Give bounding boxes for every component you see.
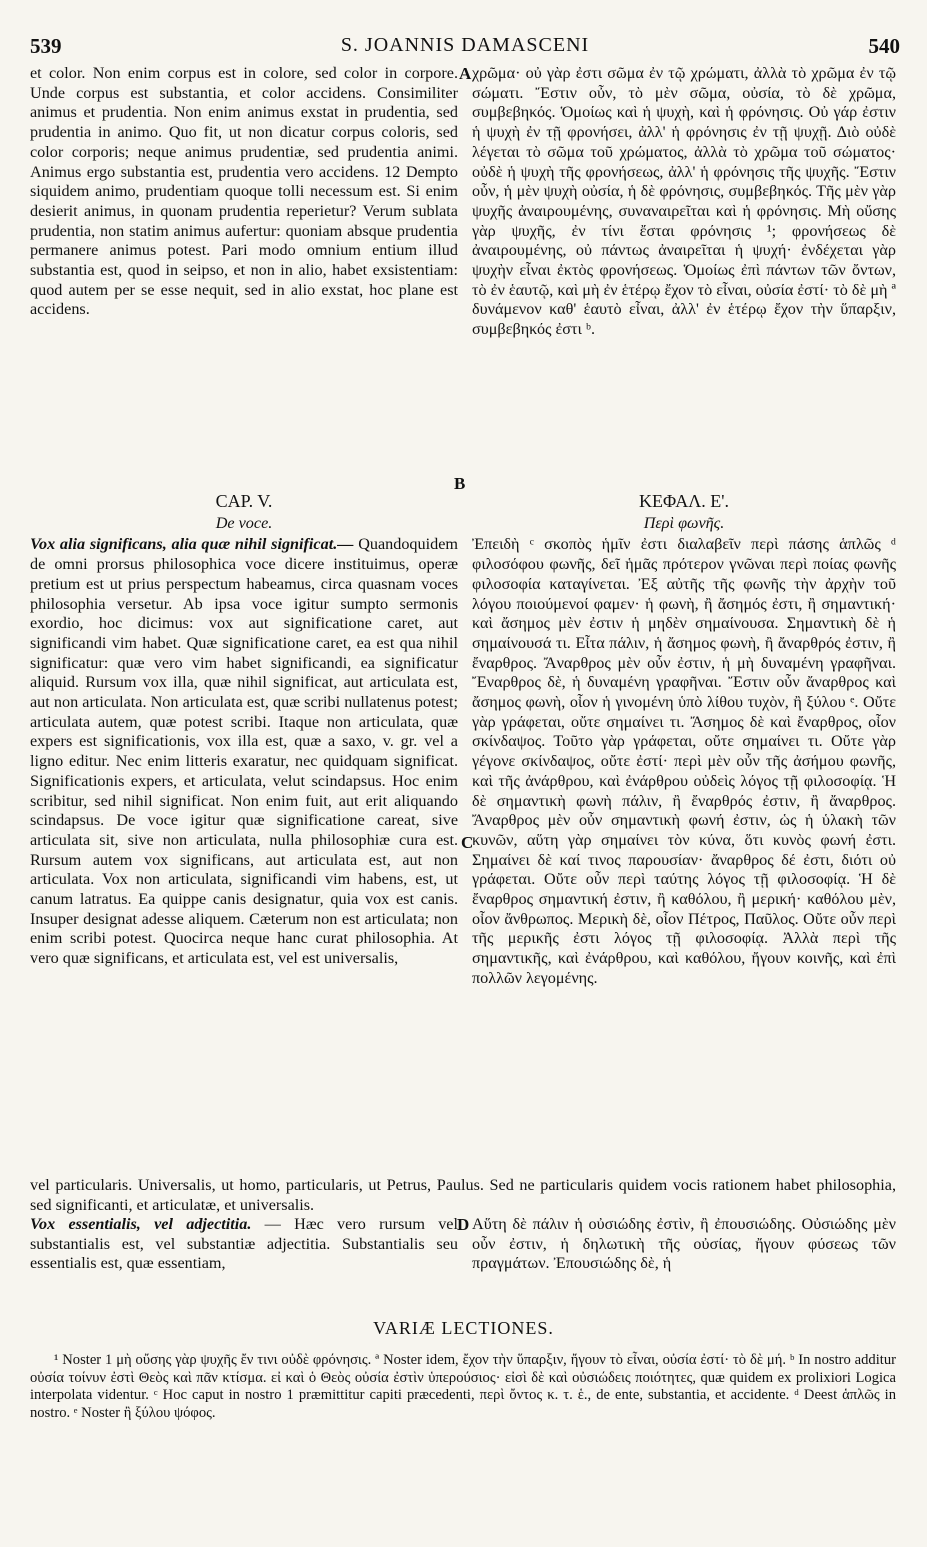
latin-column-top xyxy=(30,64,458,320)
footnotes-text: ¹ Noster 1 μὴ οὔσης γὰρ ψυχῆς ἔν τινι οὐδὲ φρόνησις. ª Noster idem, ἔχον τὴν ὕπαρξιν, ἤγουν τὸ εἶναι, οὐσία ἐστί· τὸ δὲ μή. ᵇ In nostro additur οὐσία τοίνυν ἐστὶ Θεὸς καὶ πᾶν κτίσμα. εἰ καὶ ὁ Θεὸς οὐσία ἐστὶν ὑπερούσιος· εἰσὶ δὲ καὶ οὐσιώδεις ποιότητες, quæ quidem ex prolixiori Logica interpolata videntur. ᶜ Hoc caput in nostro 1 præmittitur capiti præcedenti, περὶ ὄντος κ. τ. ἑ., de ente, substantia, et accidente. ᵈ Deest ἁπλῶς in nostro. ᵉ Noster ἢ ξύλου ψόφος. xyxy=(30,1352,896,1421)
running-title: S. JOANNIS DAMASCENI xyxy=(340,34,590,56)
section-marker-b: B xyxy=(454,474,466,493)
latin-chapter-subtitle: De voce. xyxy=(215,513,273,532)
greek-paragraph-essential: Αὕτη δὲ πάλιν ἡ οὐσιώδης ἐστὶν, ἢ ἐπουσιώδης. Οὐσιώδης μὲν οὖν ἐστιν, ἡ δηλωτικὴ τῆς οὐσίας, ἤγουν φύσεως τῶν πραγμάτων. Ἐπουσιώδης δὲ, ἡ xyxy=(472,1215,896,1273)
latin-lead-essential: Vox essentialis, vel adjectitia. xyxy=(30,1215,252,1233)
section-marker-d: D xyxy=(457,1215,470,1234)
latin-paragraph-voice: Quandoquidem de omni prorsus philosophica voce dicere instituimus, operæ pretium est ut prius perspectum habeamus, circa quasnam voces philosophia versetur. Ab ipsa voce igitur sumpto sermonis exordio, hoc dicimus: vox aut significatione caret, aut significandi vim habet. Quæ significatione caret, ea est qua nihil significatur: quæ vero vim habet significandi, ea significatur aliquid. Rursum vox illa, quæ nihil significat, aut articulata est, aut non articulata. Non articulata est, quæ scribi nullatenus potest; articulata autem, quæ potest scribi. Itaque non articulata, quæ expers est significationis, vox illa est, quæ a saxo, v. gr. vel a ligno editur. Nec enim litteris exaratur, nec quidquam significat. Significationis expers, et articulata, velut scindapsus. Hoc enim scribitur, sed nihil significat. Non enim fuit, aut erit aliquando scindapsus. De voce igitur quæ significatione careat, sive articulata sit, sive non articulata, nulla philosophiæ cura est. Rursum autem vox significans, aut articulata est, aut non articulata. Vox non articulata, significandi vim habens, est, ut canum latratus. Ea quippe canis designatur, quia vox est canis. Insuper designat adesse aliquem. Cæterum non est articulata; non enim scribi potest. Quocirca neque hanc curat philosophia. At vero quæ significans, et articulata est, vel est universalis, xyxy=(30,535,458,968)
running-header xyxy=(30,34,900,62)
greek-chapter-v xyxy=(472,492,896,989)
variae-lectiones-heading: VARIÆ LECTIONES. xyxy=(373,1318,554,1338)
greek-paragraph-substance: χρῶμα· οὐ γὰρ ἐστι σῶμα ἐν τῷ χρώματι, ἀλλὰ τὸ χρῶμα ἐν τῷ σώματι. Ἔστιν οὖν, τὸ μὲν σῶμα, οὐσία, τὸ δὲ χρῶμα, συμβεβηκός. Ὁμοίως καὶ ἡ ψυχὴ, καὶ ἡ φρόνησις. Οὐ γάρ ἐστιν ἡ ψυχὴ ἐν τῇ φρονήσει, ἀλλ' ἡ φρόνησις ἐν τῇ ψυχῇ. Διὸ οὐδὲ λέγεται τὸ σῶμα τοῦ χρώματος, ἀλλὰ τὸ χρῶμα τοῦ σώματος· οὐδὲ ἡ ψυχὴ τῆς φρονήσεως, ἀλλ' ἡ φρόνησις τῆς ψυχῆς. Ἔστιν οὖν, ἡ μὲν ψυχὴ οὐσία, ἡ δὲ φρόνησις, συμβεβηκός. Τῆς μὲν γὰρ ψυχῆς ἀναιρουμένης, συναναιρεῖται καὶ ἡ φρόνησις. Μὴ οὔσης γὰρ ψυχῆς, ἐν τίνι ἔσται φρόνησις ¹; φρονήσεως δὲ ἀναιρουμένης, οὐ πάντως ἀναιρεῖται ἡ ψυχή· ἐνδέχεται γὰρ ψυχὴν εἶναι ἐκτὸς φρονήσεως. Ὁμοίως ἐπὶ πάντων τῶν ὄντων, τὸ ἐν ἑαυτῷ, καὶ μὴ ἐν ἑτέρῳ ἔχον τὸ εἶναι, οὐσία ἐστί· τὸ δὲ μὴ ª δυνάμενον καθ' ἑαυτὸ εἶναι, ἀλλ' ἐν ἑτέρῳ ἔχον τὴν ὕπαρξιν, συμβεβηκός ἐστι ᵇ. xyxy=(472,64,896,339)
page-number-right: 540 xyxy=(868,34,900,58)
section-marker-c: C xyxy=(461,833,474,852)
latin-chapter-title: CAP. V. xyxy=(215,491,273,511)
latin-essential-section xyxy=(30,1215,458,1274)
latin-lead-heading: Vox alia significans, alia quæ nihil significat.— xyxy=(30,535,354,554)
page-number-left: 539 xyxy=(30,34,62,58)
greek-chapter-title: ΚΕΦΑΛ. Ε'. xyxy=(638,491,730,511)
variae-lectiones-notes xyxy=(30,1352,896,1422)
greek-chapter-subtitle: Περὶ φωνῆς. xyxy=(643,513,725,532)
greek-column-top xyxy=(472,64,896,340)
greek-essential-section xyxy=(472,1215,896,1274)
latin-paragraph-substance: et color. Non enim corpus est in colore, sed color in corpore. Unde corpus est substantia, et color accidens. Consimiliter animus et prudentia. Non enim animus exstat in prudentia, sed prudentia in animo. Quo fit, ut non dicatur corpus coloris, sed color corporis; neque animus prudentiæ, sed prudentia animi. Animus ergo substantia est, prudentia vero accidens. 12 Dempto siquidem animo, prudentiam quoque tolli necessum est. Si enim desierit animus, in quonam prudentia reperietur? Verum sublata prudentia, non statim animus aufertur: quoniam absque prudentia permanere animus potest. Pari modo omnium entium illud substantia est, quod in seipso, et non in alio, habet exsistentiam: quod autem per se esse nequit, sed in alio exstat, hoc plane est accidens. xyxy=(30,64,458,319)
latin-chapter-v xyxy=(30,492,458,969)
greek-paragraph-voice: Ἐπειδὴ ᶜ σκοπὸς ἡμῖν ἐστι διαλαβεῖν περὶ πάσης ἁπλῶς ᵈ φιλοσόφου φωνῆς, δεῖ ἡμᾶς πρότερον γνῶναι περὶ ποίας φωνῆς φιλοσοφία καταγίνεται. Ἐξ αὐτῆς τῆς φωνῆς τὴν ἀρχὴν τοῦ λόγου ποιούμενοί φαμεν· ἡ φωνὴ, ἢ ἄσημός ἐστι, ἢ σημαντική· καὶ ἄσημος μὲν ἐστιν ἡ μηδὲν σημαίνουσα. Σημαντικὴ δὲ ἡ σημαίνουσά τι. Εἶτα πάλιν, ἡ ἄσημος φωνὴ, ἢ ἄναρθρός ἐστιν, ἢ ἔναρθρος. Ἄναρθρος μὲν οὖν ἐστιν, ἡ μὴ δυναμένη γραφῆναι. Ἔναρθρος δὲ, ἡ δυναμένη γραφῆναι. Ἔστιν οὖν ἄναρθρος καὶ ἄσημος φωνὴ, οἷον ἡ γινομένη ὑπὸ λίθου τυχὸν, ἢ ξύλου ᵉ. Οὔτε γὰρ γράφεται, οὔτε σημαίνει τι. Ἄσημος δὲ καὶ ἔναρθρος, οἷον σκίνδαψος. Τοῦτο γὰρ γράφεται, οὔτε σημαίνει τι. Οὔτε γὰρ γέγονε σκίνδαψος, οὔτε ἐστί· περὶ μὲν οὖν τῆς ἀσήμου φωνῆς, καὶ τῆς ἀνάρθρου, καὶ ἐνάρθρου οὐδεὶς λόγος τῇ φιλοσοφίᾳ. Ἡ δὲ σημαντικὴ φωνὴ πάλιν, ἢ ἔναρθρός ἐστιν, ἢ ἄναρθρος. Ἄναρθρος μὲν οὖν σημαντικὴ φωνή ἐστιν, ὡς ἡ ὑλακὴ τῶν κυνῶν, αὕτη γὰρ σημαίνει τὸν κύνα, ὅτι κυνὸς φωνή ἐστι. Σημαίνει δὲ καί τινος παρουσίαν· ἄναρθρος δέ ἐστι, διότι οὐ γράφεται. Οὔτε οὖν περὶ ταύτης λόγος τῇ φιλοσοφίᾳ. Ἡ δὲ ἔναρθρος σημαντική ἐστιν, ἢ καθόλου, ἢ μερική· καθόλου μὲν, οἷον ἄνθρωπος. Μερικὴ δὲ, οἷον Πέτρος, Παῦλος. Οὔτε οὖν περὶ τῆς μερικῆς ἐστι λόγος τῇ φιλοσοφίᾳ. Ἀλλὰ περὶ τῆς σημαντικῆς, καὶ ἐνάρθρου, καὶ καθόλου, ἤγουν κοινῆς, καὶ ἐπὶ πολλῶν λεγομένης. xyxy=(472,535,896,987)
section-marker-a: A xyxy=(459,64,472,83)
latin-continuation-full-width: vel particularis. Universalis, ut homo, particularis, ut Petrus, Paulus. Sed ne particularis quidem vocis rationem habet philosophia, sed significanti, et articulatæ, et universalis. xyxy=(30,1176,896,1214)
latin-paragraph-essential: — Hæc vero rursum vel substantialis est, vel substantiæ adjectitia. Substantialis seu essentialis est, quæ essentiam, xyxy=(30,1215,458,1273)
